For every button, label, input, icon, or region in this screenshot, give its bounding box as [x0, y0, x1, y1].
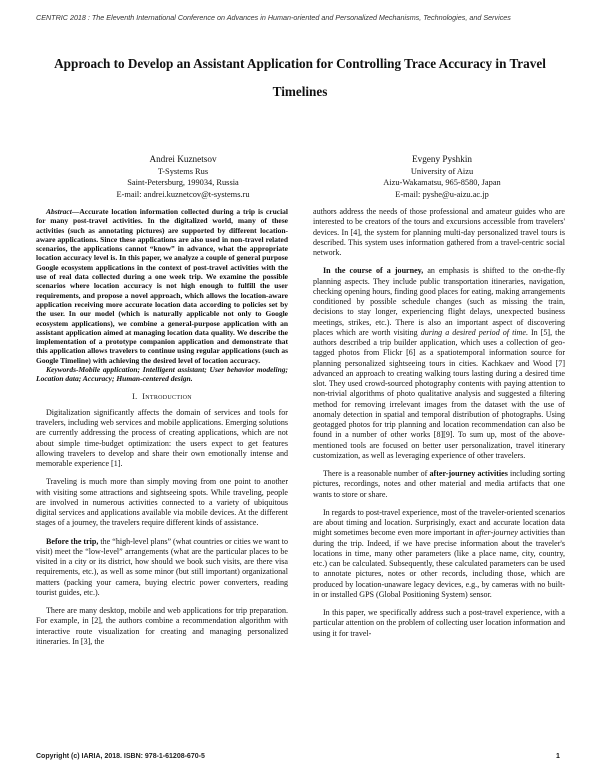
journey-italic: during a desired period of time [420, 327, 526, 337]
paragraph-post-travel [313, 508, 565, 600]
paragraph-before-trip [36, 537, 288, 599]
after-post: including sorting pictures, recordings, notes and other material and media artifacts that one wants to store or share. [313, 469, 565, 499]
paragraph-journey [313, 266, 565, 461]
paragraph: authors address the needs of those professional and amateur guides who are interested to be creators of the tours and excursions accessible from travelers' devices. In [4], the system for planning multi-day personalized travel tours is described. This system uses information gathered from a travel-centric social network. [313, 207, 565, 257]
left-column [36, 207, 288, 647]
author-block-1 [68, 154, 298, 200]
keywords: Keywords-Mobile application; Intelligent assistant; User behavior modeling; Location data; Accuracy; Human-centered design. [36, 365, 288, 384]
author-org: University of Aizu [410, 166, 474, 176]
conference-header: CENTRIC 2018 : The Eleventh International Conference on Advances in Human-oriented and Personalized Mechanisms, Technologies, and Services [36, 13, 511, 22]
paragraph: Digitalization significantly affects the domain of services and tools for travelers, including web services and mobile applications. Emerging solutions are currently addressing the process of creating applications, which are not about simple time-budget optimization: the users expect to get features allowing travelers to develop and share their own emotionally intense and memorable experience [1]. [36, 407, 288, 469]
before-trip-lead: Before the trip, [46, 536, 99, 546]
abstract-text: —Accurate location information collected during a trip is crucial for many post-travel activities. In the digitalized world, many of these activities (such as annotating pictures) are supported by different location-aware applications. Since these applications are also used in non-travel related scenarios, the applications cannot “know” in advance, what the appropriate location accuracy level is. In this paper, we analyze a couple of general purpose Google ecosystem applications in the context of post-travel activities with the use of real data collected during a one week trip. We examine the possible scenarios where location accuracy is not high enough to fulfill the user requirements, and propose a novel approach, which allows the location-aware application receiving more accurate location data according to policies set by the user. In our model (which is naturally applicable not only to Google ecosystem applications), we combine a general-purpose application with an assistant application aimed at managing location data quality. We describe the implementation of a prototype companion application and demonstrate that this application allows travelers to continue using regular applications (such as Google Timeline) with achieving the desired level of location accuracy. [36, 207, 288, 365]
paragraph: In this paper, we specifically address such a post-travel experience, with a particular attention on the problem of collecting user location information and using it for travel- [313, 608, 565, 638]
author-address: Saint-Petersburg, 199034, Russia [127, 178, 239, 188]
after-pre: There is a reasonable number of [323, 469, 430, 478]
copyright-footer: Copyright (c) IARIA, 2018. ISBN: 978-1-61208-670-5 [36, 753, 205, 760]
post-travel-text: In regards to post-travel experience, most of the traveler-oriented scenarios are about timing and location. Surprisingly, exact and accurate location data might sometimes become even more important in [313, 507, 565, 538]
journey-lead: In the course of a journey, [323, 266, 424, 276]
section-number: I. [132, 391, 138, 401]
post-travel-text-2: activities than during the trip. Indeed, if we have precise information about the traveler's locations in time, many other parameters (like a place name, city, country, etc.) can be calculated. Subsequently, these calculated parameters can be used to annotate pictures, notes or other records, including those, which are produced by location-unaware legacy devices, e.g., by cameras with no built-in or installed GPS (Global Positioning System) sensor. [313, 528, 565, 599]
journey-text-2: . In [5], the authors described a trip builder application, which uses a collection of geo-tagged photos from Flickr [6] as a spatiotemporal information source for planning personalized sightseeing tours in cities. Kachkaev and Wood [7] advanced an approach to creating walking tours lasting during a desired time slot. They used crowd-sourced photography contents with paying attention to non-trivial algorithms of photo qualitative analysis and suggested a filtering method for removing irrelevant images from the dataset with the use of anomaly detection in spatial and temporal distribution of photographs. Using geotagged photos for trip planning and location recommendation can also be found in a number of other works [8][9]. To sum up, most of the above-mentioned tools are focused on better user personalization, travel itinerary customization, as well as leveraging experience of other travelers. [313, 327, 565, 460]
paragraph-after-journey [313, 469, 565, 500]
author-address: Aizu-Wakamatsu, 965-8580, Japan [383, 178, 501, 188]
paper-title: Approach to Develop an Assistant Application for Controlling Trace Accuracy in Travel Timelines [54, 56, 546, 99]
post-travel-italic: after-journey [475, 528, 518, 538]
right-column [313, 207, 565, 639]
abstract-label: Abstract [46, 207, 72, 216]
author-email: E-mail: andrei.kuznetcov@t-systems.ru [116, 189, 250, 199]
author-name: Evgeny Pyshkin [412, 154, 472, 164]
author-email: E-mail: pyshe@u-aizu.ac.jp [395, 189, 489, 199]
author-org: T-Systems Rus [157, 166, 209, 176]
section-title: Introduction [142, 391, 192, 401]
paragraph: There are many desktop, mobile and web applications for trip preparation. For example, in [2], the authors combine a recommendation algorithm with interactive route visualization for creating and managing personalized itineraries. In [3], the [36, 606, 288, 646]
page-number: 1 [556, 753, 560, 760]
before-trip-text: the “high-level plans” (what countries or cities we want to visit) meet the “low-level” arrangements (what are the particular places to be visited in a city or its district, how should we book such visits, are there visa requirements, etc.), as well as some minor (but still important) organizational matters (packing your camera, buying electric power converters, reading tourist guides, etc.). [36, 536, 288, 597]
paragraph: Traveling is much more than simply moving from one point to another with visiting some attractions and sightseeing spots. While traveling, people are involved in numerous activities connected to a variety of ubiquitous digital services and applications available via mobile devices. At the different stages of a journey, the travelers require different kinds of assistance. [36, 477, 288, 528]
author-block-2 [327, 154, 557, 200]
author-name: Andrei Kuznetsov [149, 154, 217, 164]
section-heading [36, 392, 288, 402]
journey-text: an emphasis is shifted to the on-the-fly planning aspects. They include public transportation itineraries, navigation, checking opening hours, finding good places for eating, making arrangements conditioned by possible schedule changes (such as missing the train, decisions to stay longer, experiencing flight delays, unexpected business meetings, strikes, etc.). There is also an important aspect of discovering places which are worth visiting [313, 266, 565, 337]
abstract [36, 207, 288, 365]
after-bold: after-journey activities [429, 469, 508, 478]
